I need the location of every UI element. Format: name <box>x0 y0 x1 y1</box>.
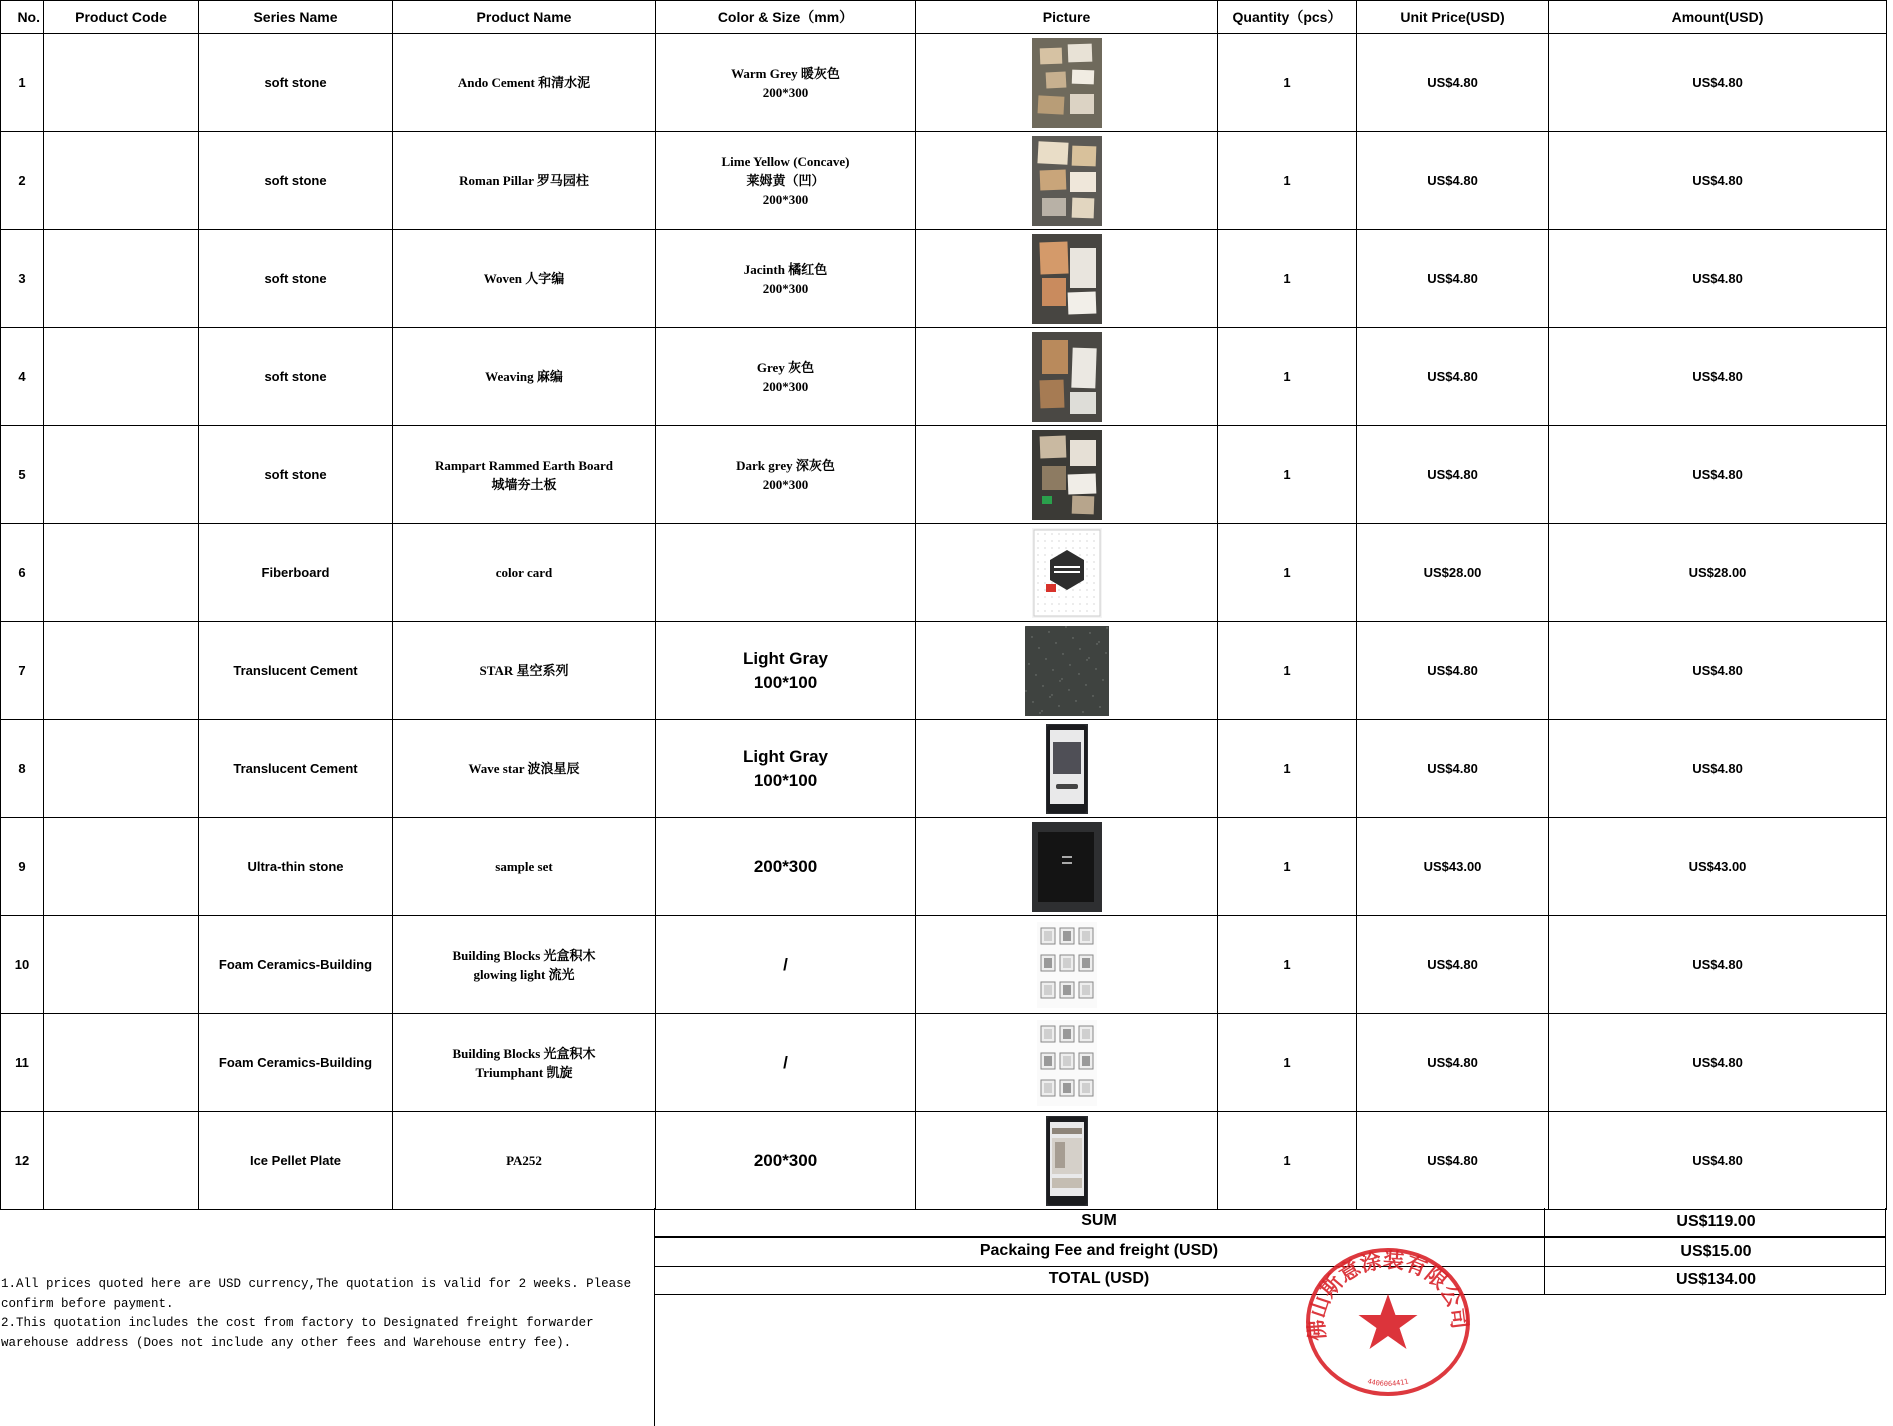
amount: US$4.80 <box>1549 230 1887 328</box>
table-row <box>1 34 1887 132</box>
quantity: 1 <box>1218 1112 1357 1210</box>
product-code <box>44 34 199 132</box>
series-name: Ice Pellet Plate <box>199 1112 393 1210</box>
unit-price: US$4.80 <box>1357 720 1549 818</box>
unit-price: US$4.80 <box>1357 916 1549 1014</box>
color-size-line: Jacinth 橘红色 <box>743 261 828 277</box>
row-number: 6 <box>1 524 44 622</box>
product-name <box>393 524 656 622</box>
product-name-line: Rampart Rammed Earth Board <box>434 457 613 473</box>
color-size <box>656 720 916 818</box>
color-size <box>656 34 916 132</box>
series-name: soft stone <box>199 230 393 328</box>
quantity: 1 <box>1218 524 1357 622</box>
table-row <box>1 426 1887 524</box>
total-value: US$134.00 <box>1544 1266 1887 1294</box>
color-size <box>656 230 916 328</box>
product-code <box>44 132 199 230</box>
row-number: 3 <box>1 230 44 328</box>
picture-cell <box>916 230 1218 328</box>
company-seal-stamp <box>1302 1244 1474 1400</box>
table-row <box>1 720 1887 818</box>
table-row <box>1 818 1887 916</box>
fee-value: US$15.00 <box>1544 1238 1887 1266</box>
quantity: 1 <box>1218 34 1357 132</box>
color-size <box>656 916 916 1014</box>
picture-cell <box>916 622 1218 720</box>
color-size-line: 200*300 <box>762 84 809 100</box>
color-size <box>656 818 916 916</box>
product-photo <box>1032 430 1102 520</box>
product-name-line: Wave star 波浪星辰 <box>468 761 580 776</box>
header-amount: Amount(USD) <box>1549 1 1887 34</box>
quantity: 1 <box>1218 1014 1357 1112</box>
table-row <box>1 1014 1887 1112</box>
product-name-line: Triumphant 凯旋 <box>475 1064 573 1080</box>
product-photo <box>1032 136 1102 226</box>
note-line: 2.This quotation includes the cost from factory to Designated freight forwarder <box>1 1316 594 1330</box>
product-name-line: Building Blocks 光盒积木 <box>452 947 596 963</box>
amount: US$4.80 <box>1549 1014 1887 1112</box>
quantity: 1 <box>1218 426 1357 524</box>
header-product-name: Product Name <box>393 1 656 34</box>
stamp-text: 佛山斯意涂装有限公司 <box>1304 1248 1472 1342</box>
terms-notes <box>1 1275 651 1353</box>
color-size <box>656 132 916 230</box>
table-row <box>1 328 1887 426</box>
color-size-line: Lime Yellow (Concave) <box>721 154 850 169</box>
amount: US$4.80 <box>1549 720 1887 818</box>
product-code <box>44 1014 199 1112</box>
amount: US$4.80 <box>1549 916 1887 1014</box>
product-name <box>393 132 656 230</box>
color-size-line: / <box>783 1052 788 1072</box>
series-name: Foam Ceramics-Building <box>199 1014 393 1112</box>
color-size-line: 莱姆黄（凹） <box>746 173 825 188</box>
color-size-line: Light Gray <box>742 746 828 766</box>
picture-cell <box>916 1014 1218 1112</box>
product-name-line: sample set <box>495 859 553 874</box>
header-quantity: Quantity（pcs） <box>1218 1 1357 34</box>
row-number: 8 <box>1 720 44 818</box>
row-number: 9 <box>1 818 44 916</box>
unit-price: US$28.00 <box>1357 524 1549 622</box>
product-name <box>393 426 656 524</box>
series-name: soft stone <box>199 132 393 230</box>
series-name: Translucent Cement <box>199 720 393 818</box>
picture-cell <box>916 720 1218 818</box>
quantity: 1 <box>1218 230 1357 328</box>
quantity: 1 <box>1218 132 1357 230</box>
table-row <box>1 230 1887 328</box>
unit-price: US$4.80 <box>1357 132 1549 230</box>
row-number: 1 <box>1 34 44 132</box>
picture-cell <box>916 916 1218 1014</box>
product-name-line: 城墙夯土板 <box>491 476 557 492</box>
product-code <box>44 622 199 720</box>
color-size <box>656 328 916 426</box>
product-photo <box>1046 1116 1088 1206</box>
quantity: 1 <box>1218 916 1357 1014</box>
color-size-line: / <box>783 954 788 974</box>
header-picture: Picture <box>916 1 1218 34</box>
color-size <box>656 1014 916 1112</box>
header-series-name: Series Name <box>199 1 393 34</box>
product-name-line: Roman Pillar 罗马园柱 <box>459 173 589 188</box>
color-size <box>656 1112 916 1210</box>
color-size-line: 100*100 <box>753 770 818 790</box>
amount: US$4.80 <box>1549 328 1887 426</box>
table-row <box>1 524 1887 622</box>
product-name-line: PA252 <box>506 1153 542 1168</box>
stamp-star-icon <box>1359 1294 1418 1349</box>
picture-cell <box>916 328 1218 426</box>
table-row <box>1 916 1887 1014</box>
fee-label: Packaing Fee and freight (USD) <box>979 1242 1219 1259</box>
unit-price: US$43.00 <box>1357 818 1549 916</box>
unit-price: US$4.80 <box>1357 230 1549 328</box>
amount: US$4.80 <box>1549 1112 1887 1210</box>
color-size-line: Light Gray <box>742 648 828 668</box>
series-name: soft stone <box>199 426 393 524</box>
product-code <box>44 524 199 622</box>
unit-price: US$4.80 <box>1357 426 1549 524</box>
product-code <box>44 720 199 818</box>
header-product-code: Product Code <box>44 1 199 34</box>
product-code <box>44 426 199 524</box>
product-photo <box>1046 724 1088 814</box>
product-name-line: Ando Cement 和清水泥 <box>457 75 591 90</box>
row-number: 4 <box>1 328 44 426</box>
amount: US$4.80 <box>1549 426 1887 524</box>
row-number: 5 <box>1 426 44 524</box>
product-name-line: STAR 星空系列 <box>479 663 569 678</box>
row-number: 10 <box>1 916 44 1014</box>
color-size <box>656 524 916 622</box>
header-unit-price: Unit Price(USD) <box>1357 1 1549 34</box>
series-name: soft stone <box>199 328 393 426</box>
color-size-line: 200*300 <box>762 280 809 296</box>
series-name: soft stone <box>199 34 393 132</box>
product-code <box>44 230 199 328</box>
row-number: 12 <box>1 1112 44 1210</box>
note-line: warehouse address (Does not include any other fees and Warehouse entry fee). <box>1 1335 572 1350</box>
product-name <box>393 1014 656 1112</box>
product-name-line: glowing light 流光 <box>473 966 575 982</box>
picture-cell <box>916 426 1218 524</box>
table-row <box>1 1112 1887 1210</box>
header-row <box>1 1 1887 34</box>
sum-row <box>654 1208 1886 1237</box>
amount: US$28.00 <box>1549 524 1887 622</box>
series-name: Ultra-thin stone <box>199 818 393 916</box>
fee-row <box>654 1237 1886 1267</box>
series-name: Translucent Cement <box>199 622 393 720</box>
header-no: No. <box>1 1 44 34</box>
quantity: 1 <box>1218 328 1357 426</box>
stamp-number: 4406064411 <box>1366 1377 1410 1388</box>
picture-cell <box>916 524 1218 622</box>
product-name <box>393 34 656 132</box>
product-photo <box>1025 626 1109 716</box>
series-name: Foam Ceramics-Building <box>199 916 393 1014</box>
color-size-line: 200*300 <box>762 378 809 394</box>
unit-price: US$4.80 <box>1357 328 1549 426</box>
color-size-line: 100*100 <box>753 672 818 692</box>
product-name-line: Woven 人字编 <box>483 271 565 286</box>
product-code <box>44 328 199 426</box>
row-number: 2 <box>1 132 44 230</box>
color-size-line: 200*300 <box>762 476 809 492</box>
amount: US$4.80 <box>1549 132 1887 230</box>
svg-text:4406064411 <box>1367 1377 1410 1388</box>
picture-cell <box>916 818 1218 916</box>
product-photo <box>1032 332 1102 422</box>
product-photo <box>1037 922 1097 1008</box>
unit-price: US$4.80 <box>1357 622 1549 720</box>
note-line: 1.All prices quoted here are USD currency,The quotation is valid for 2 weeks. Please <box>1 1277 632 1291</box>
product-name-line: color card <box>495 565 553 580</box>
product-name-line: Building Blocks 光盒积木 <box>452 1045 596 1061</box>
product-name <box>393 328 656 426</box>
unit-price: US$4.80 <box>1357 1014 1549 1112</box>
color-size <box>656 622 916 720</box>
picture-cell <box>916 34 1218 132</box>
unit-price: US$4.80 <box>1357 34 1549 132</box>
quantity: 1 <box>1218 818 1357 916</box>
product-code <box>44 818 199 916</box>
product-name <box>393 1112 656 1210</box>
color-size-line: Warm Grey 暖灰色 <box>731 65 840 81</box>
product-code <box>44 1112 199 1210</box>
table-row <box>1 132 1887 230</box>
picture-cell <box>916 132 1218 230</box>
product-photo <box>1037 1020 1097 1106</box>
color-size-line: 200*300 <box>753 1150 818 1170</box>
sum-label: SUM <box>1081 1212 1117 1229</box>
color-size-line: Grey 灰色 <box>756 359 815 375</box>
note-line: confirm before payment. <box>1 1296 174 1311</box>
total-row <box>654 1266 1886 1295</box>
product-photo <box>1032 822 1102 912</box>
amount: US$43.00 <box>1549 818 1887 916</box>
total-label: TOTAL (USD) <box>1048 1270 1150 1287</box>
series-name: Fiberboard <box>199 524 393 622</box>
product-code <box>44 916 199 1014</box>
product-photo <box>1032 528 1102 618</box>
picture-cell <box>916 1112 1218 1210</box>
product-name <box>393 818 656 916</box>
product-name <box>393 720 656 818</box>
color-size-line: Dark grey 深灰色 <box>736 457 835 473</box>
product-photo <box>1032 38 1102 128</box>
product-name <box>393 916 656 1014</box>
color-size <box>656 426 916 524</box>
product-name <box>393 230 656 328</box>
row-number: 11 <box>1 1014 44 1112</box>
product-photo <box>1032 234 1102 324</box>
color-size-line: 200*300 <box>762 192 809 207</box>
product-name <box>393 622 656 720</box>
table-row <box>1 622 1887 720</box>
unit-price: US$4.80 <box>1357 1112 1549 1210</box>
quantity: 1 <box>1218 622 1357 720</box>
amount: US$4.80 <box>1549 34 1887 132</box>
color-size-line: 200*300 <box>753 856 818 876</box>
amount: US$4.80 <box>1549 622 1887 720</box>
sum-value: US$119.00 <box>1544 1208 1887 1236</box>
row-number: 7 <box>1 622 44 720</box>
header-color-size: Color & Size（mm） <box>656 1 916 34</box>
quantity: 1 <box>1218 720 1357 818</box>
product-name-line: Weaving 麻编 <box>485 369 563 384</box>
